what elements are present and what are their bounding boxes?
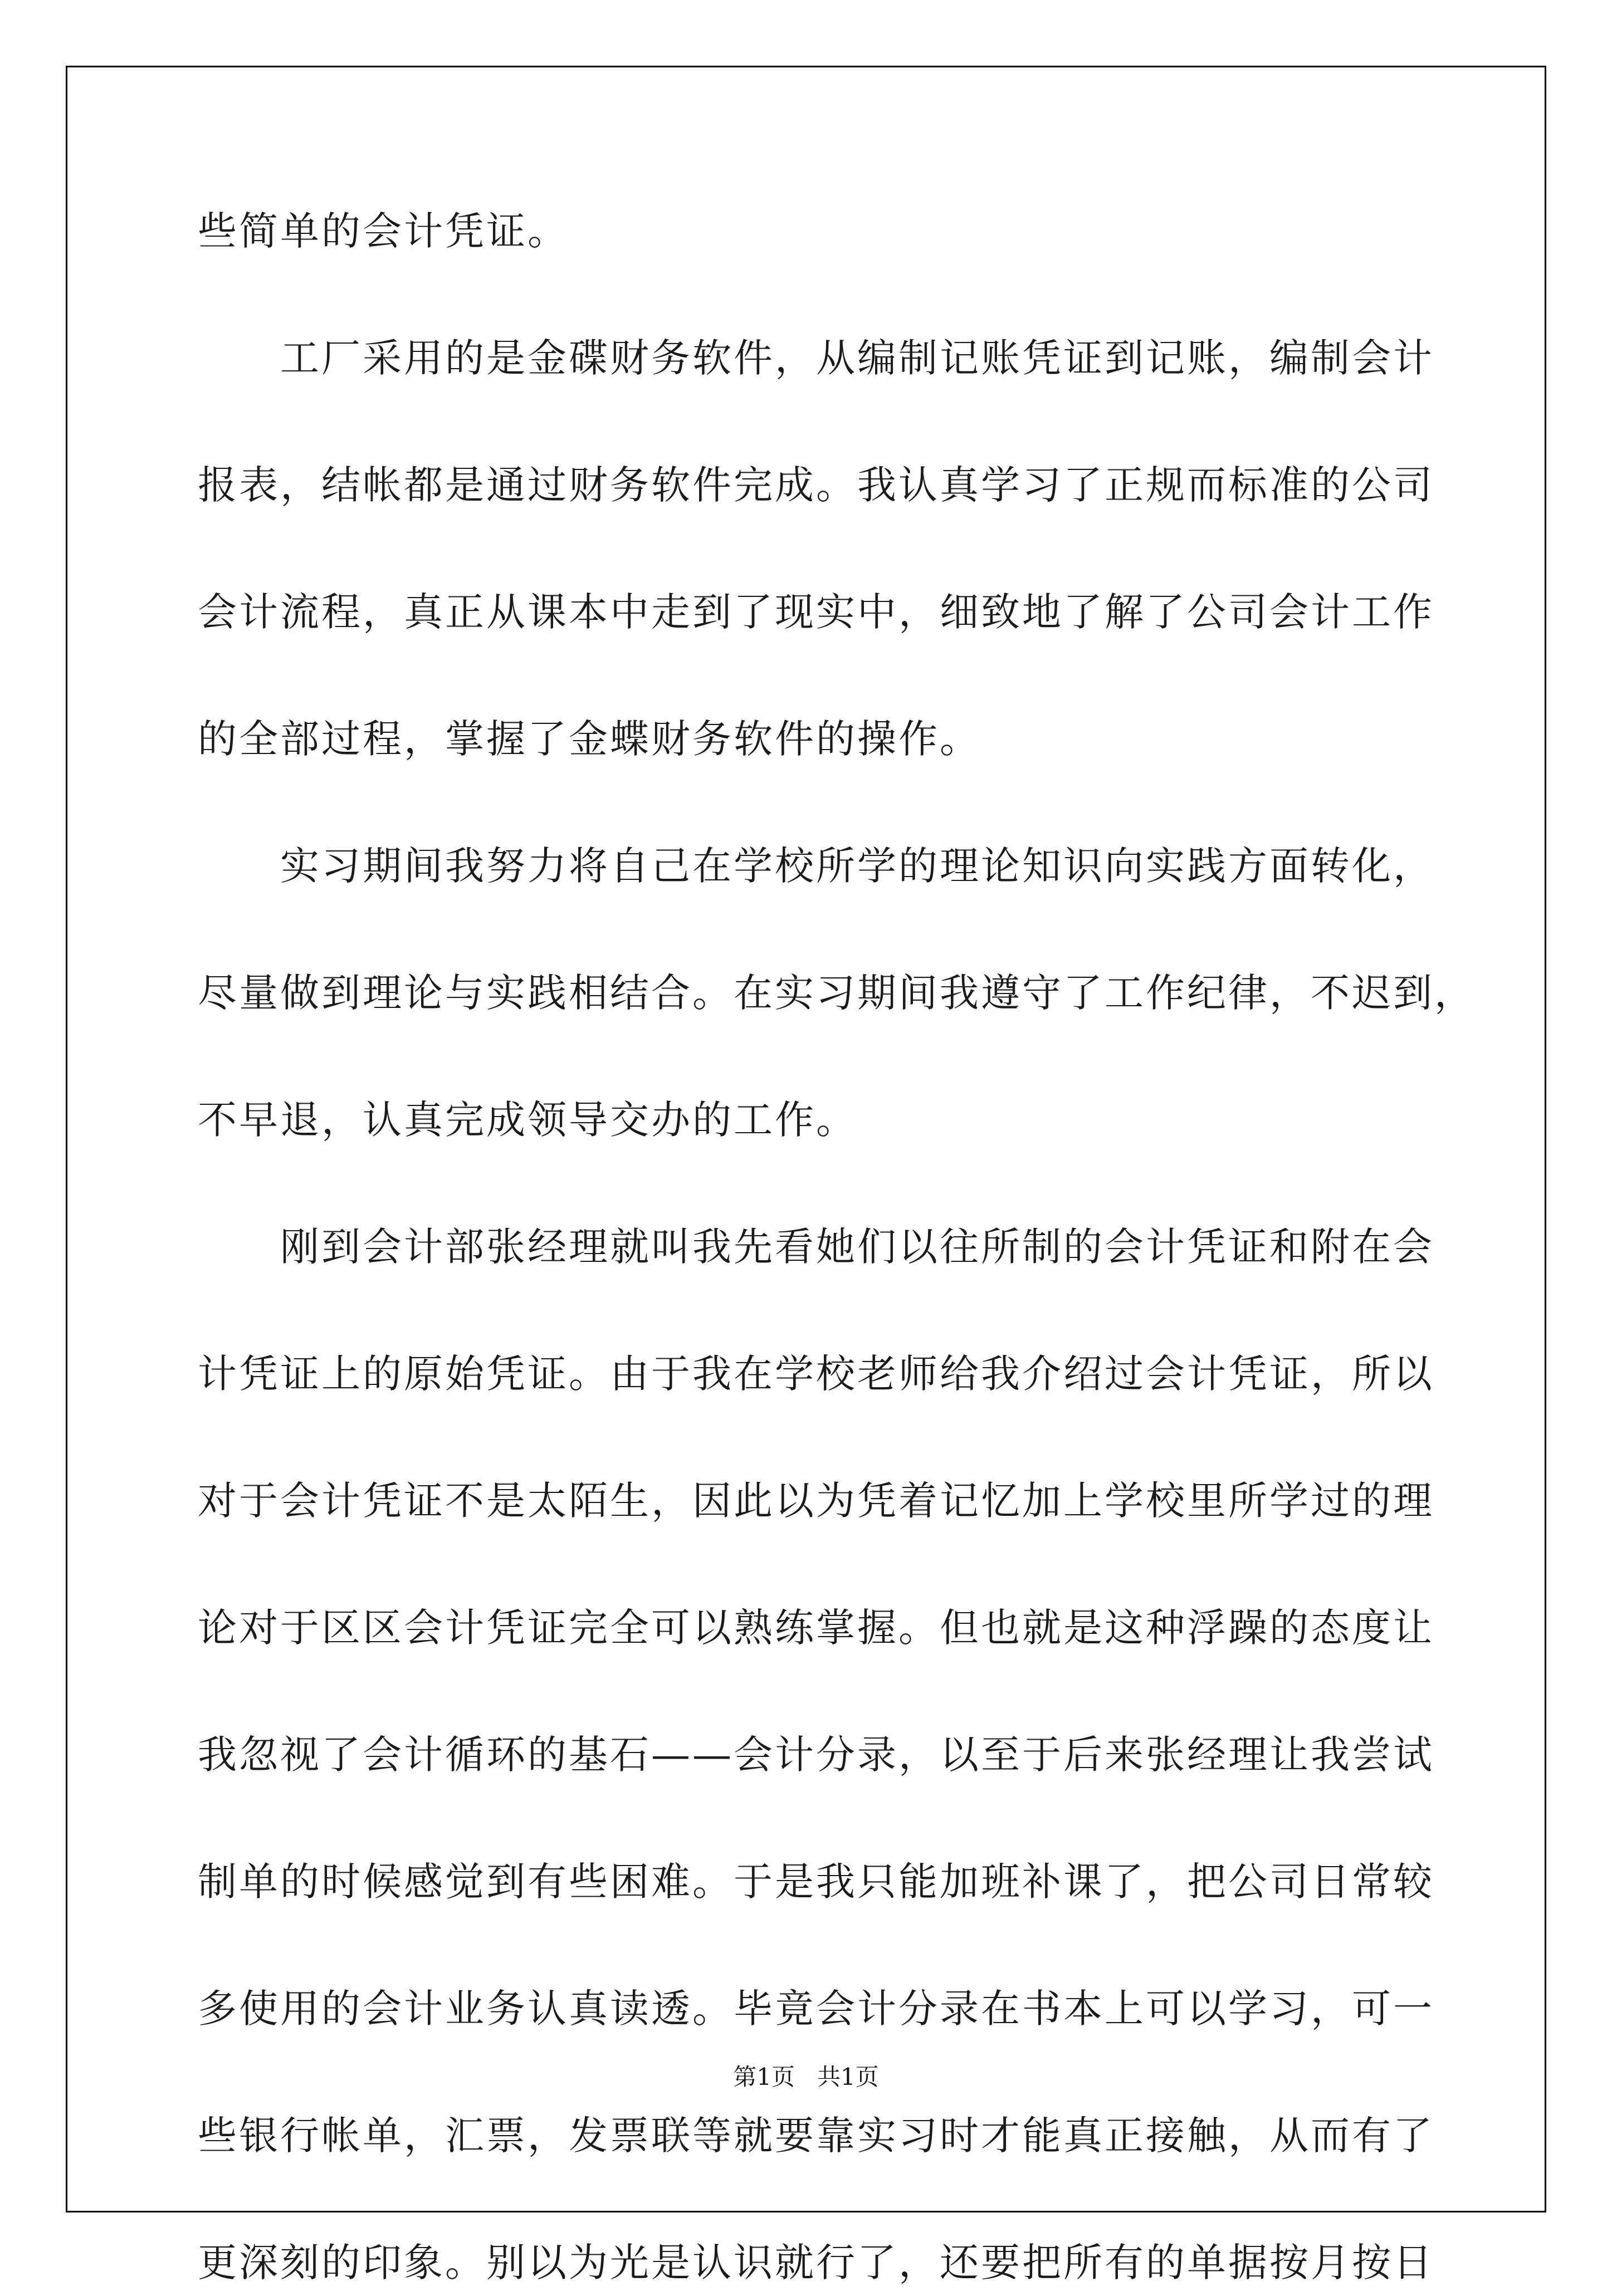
page-footer <box>0 2060 1612 2094</box>
text-line: 制单的时候感觉到有些困难。于是我只能加班补课了，把公司日常较 <box>198 1859 1434 1905</box>
text-line: 的全部过程，掌握了金蝶财务软件的操作。 <box>198 716 981 762</box>
text-line: 计凭证上的原始凭证。由于我在学校老师给我介绍过会计凭证，所以 <box>198 1351 1434 1397</box>
page-number: 第1页 共1页 <box>733 2063 879 2091</box>
text-line: 些简单的会计凭证。 <box>198 208 569 254</box>
text-line: 论对于区区会计凭证完全可以熟练掌握。但也就是这种浮躁的态度让 <box>198 1605 1434 1651</box>
paragraph-start-line: 实习期间我努力将自己在学校所学的理论知识向实践方面转化， <box>280 843 1434 889</box>
text-line: 对于会计凭证不是太陌生，因此以为凭着记忆加上学校里所学过的理 <box>198 1478 1434 1524</box>
text-line: 不早退，认真完成领导交办的工作。 <box>198 1097 857 1143</box>
text-line: 多使用的会计业务认真读透。毕竟会计分录在书本上可以学习，可一 <box>198 1986 1434 2031</box>
text-line: 报表，结帐都是通过财务软件完成。我认真学习了正规而标准的公司 <box>198 462 1434 508</box>
text-line: 尽量做到理论与实践相结合。在实习期间我遵守了工作纪律，不迟到， <box>198 970 1476 1016</box>
text-line: 更深刻的印象。别以为光是认识就行了，还要把所有的单据按月按日 <box>198 2240 1434 2285</box>
paragraph-start-line: 刚到会计部张经理就叫我先看她们以往所制的会计凭证和附在会 <box>280 1224 1434 1270</box>
paragraph-start-line: 工厂采用的是金碟财务软件，从编制记账凭证到记账，编制会计 <box>280 335 1434 381</box>
text-line: 些银行帐单，汇票，发票联等就要靠实习时才能真正接触，从而有了 <box>198 2113 1434 2158</box>
text-line: 会计流程，真正从课本中走到了现实中，细致地了解了公司会计工作 <box>198 589 1434 635</box>
text-line: 我忽视了会计循环的基石——会计分录，以至于后来张经理让我尝试 <box>198 1732 1434 1778</box>
